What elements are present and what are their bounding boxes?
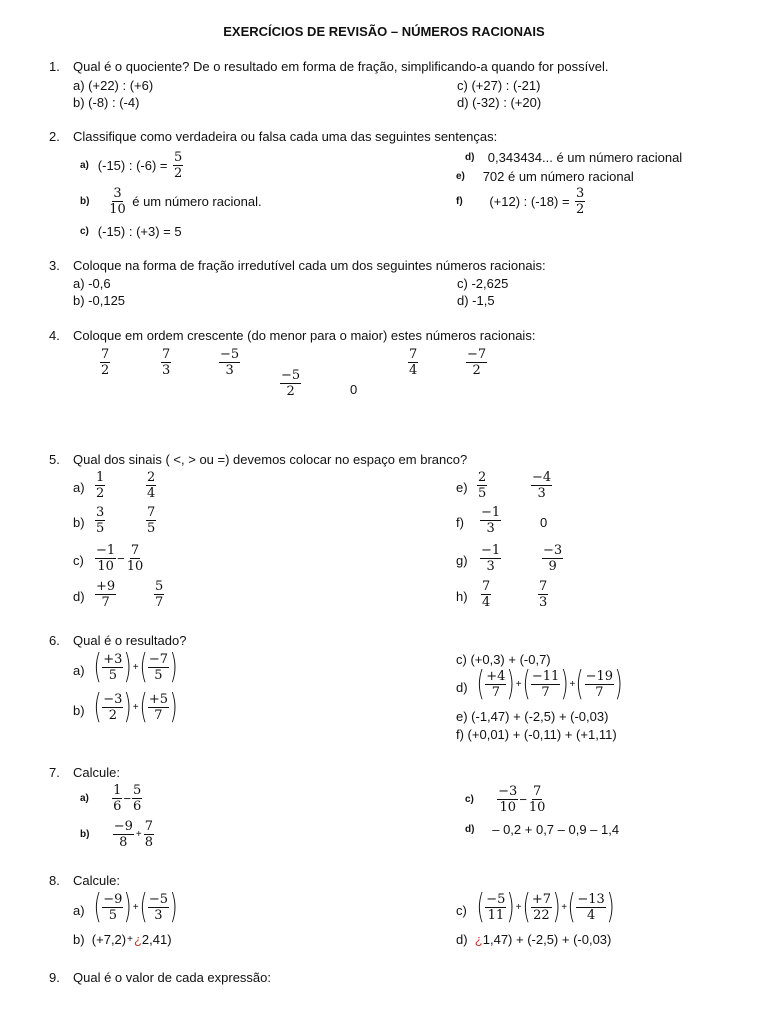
q8-item-d: d) ¿ 1,47) + (-2,5) + (-0,03): [456, 932, 612, 947]
q2-e-label: e): [456, 170, 465, 182]
q5-b-fraction-1: $\frac{3}{5}$: [96, 505, 105, 536]
q5-a-fraction-1: $\frac{1}{2}$: [96, 470, 105, 501]
q7-number: 7.: [49, 765, 60, 780]
q2-b-fraction: $\frac{3}{10}$: [109, 186, 126, 217]
q1-item-a: a) (+22) : (+6): [73, 78, 154, 93]
q1-item-c: c) (+27) : (-21): [457, 78, 541, 93]
q5-d-fraction-2: $\frac{5}{7}$: [155, 579, 164, 610]
q5-c-label: c): [73, 553, 84, 568]
q2-f-fraction: $\frac{3}{2}$: [576, 186, 585, 217]
q7-item-b: b) $\frac{-9}{8}$ + $\frac{7}{8}$: [80, 819, 153, 850]
q4-fraction-1: $\frac{7}{2}$: [101, 347, 110, 378]
q4-fraction-2: $\frac{7}{3}$: [162, 347, 171, 378]
q5-h-label: h): [456, 589, 468, 604]
q2-a-text: (-15) : (-6) =: [97, 158, 168, 173]
q2-f-text: (+12) : (-18) =: [489, 194, 570, 209]
q1-number: 1.: [49, 59, 60, 74]
q3-item-a: a) -0,6: [73, 276, 111, 291]
q6-b-expression: ( $\frac{-3}{2}$ ) + ( $\frac{+5}{7}$ ): [93, 687, 178, 727]
q2-item-d: [465, 148, 682, 166]
q2-c-label: c): [80, 225, 89, 237]
q6-text: Qual é o resultado?: [73, 633, 187, 648]
q2-d-text: 0,343434... é um número racional: [487, 149, 683, 165]
q7-item-d: d) – 0,2 + 0,7 – 0,9 – 1,4: [465, 821, 620, 837]
q4-fraction-4: $\frac{-5}{2}$: [281, 368, 301, 399]
q5-d-fraction-1: $\frac{+9}{7}$: [96, 579, 116, 610]
q5-h-fraction-2: $\frac{7}{3}$: [539, 579, 548, 610]
q7-item-c: c) $\frac{-3}{10}$ − $\frac{7}{10}$: [465, 784, 546, 815]
q8-c-label: c): [456, 903, 467, 918]
q6-item-f: f) (+0,01) + (-0,11) + (+1,11): [456, 727, 617, 742]
q5-e-fraction-1: $\frac{2}{5}$: [478, 470, 487, 501]
q6-b-label: b): [73, 703, 85, 718]
q3-item-c: c) -2,625: [457, 276, 509, 291]
q8-a-label: a): [73, 903, 85, 918]
q5-number: 5.: [49, 452, 60, 467]
q6-a-label: a): [73, 663, 85, 678]
q1-item-b: b) (-8) : (-4): [73, 95, 140, 110]
q5-a-label: a): [73, 480, 85, 495]
q5-h-fraction-1: $\frac{7}{4}$: [482, 579, 491, 610]
q1-text: Qual é o quociente? De o resultado em forma de fração, simplificando-a quando for possível.: [73, 59, 609, 74]
q5-g-fraction-1: $\frac{-1}{3}$: [481, 543, 501, 574]
q7-item-a: a) $\frac{1}{6}$ − $\frac{5}{6}$: [80, 783, 142, 814]
q8-c-expression: ( $\frac{-5}{11}$ ) + ( $\frac{+7}{22}$ ) + ( $\frac{-13}{4}$ ): [476, 887, 615, 927]
q4-fraction-5: $\frac{7}{4}$: [409, 347, 418, 378]
q9-text: Qual é o valor de cada expressão:: [73, 970, 272, 985]
q6-item-c: c) (+0,3) + (-0,7): [456, 652, 551, 667]
q2-a-label: a): [80, 160, 89, 171]
q4-fraction-3: $\frac{-5}{3}$: [220, 347, 240, 378]
q2-e-text: 702 é um número racional: [482, 168, 634, 184]
q6-d-label: d): [456, 680, 468, 695]
q3-item-b: b) -0,125: [73, 293, 126, 308]
q7-text: Calcule:: [73, 765, 120, 780]
q5-e-label: e): [456, 480, 468, 495]
q8-item-b: b) (+7,2) + ¿ 2,41): [73, 932, 172, 947]
q5-e-fraction-2: $\frac{-4}{3}$: [532, 470, 552, 501]
q2-item-e: [456, 167, 634, 185]
q3-number: 3.: [49, 258, 60, 273]
q2-b-text: é um número racional.: [132, 194, 262, 209]
q5-c-expression: $\frac{-1}{10}$ − $\frac{7}{10}$: [96, 543, 144, 574]
q1-item-d: d) (-32) : (+20): [457, 95, 542, 110]
q5-b-fraction-2: $\frac{7}{5}$: [147, 505, 156, 536]
q4-number: 4.: [49, 328, 60, 343]
q2-f-label: f): [456, 196, 463, 207]
q8-a-expression: ( $\frac{-9}{5}$ ) + ( $\frac{-5}{3}$ ): [93, 887, 178, 927]
q6-a-expression: ( $\frac{+3}{5}$ ) + ( $\frac{-7}{5}$ ): [93, 647, 178, 687]
q2-a-fraction: $\frac{5}{2}$: [173, 150, 183, 181]
page-title: EXERCÍCIOS DE REVISÃO – NÚMEROS RACIONAIS: [223, 24, 545, 39]
q3-item-d: d) -1,5: [457, 293, 495, 308]
q2-item-a: [80, 150, 184, 181]
q5-b-label: b): [73, 515, 85, 530]
q8-number: 8.: [49, 873, 60, 888]
q5-text: Qual dos sinais ( <, > ou =) devemos colocar no espaço em branco?: [73, 452, 468, 467]
q9-number: 9.: [49, 970, 60, 985]
q6-d-expression: ( $\frac{+4}{7}$ ) + ( $\frac{-11}{7}$ ) + ( $\frac{-19}{7}$ ): [476, 664, 623, 704]
q4-fraction-6: $\frac{-7}{2}$: [467, 347, 487, 378]
q2-c-text: (-15) : (+3) = 5: [97, 223, 182, 239]
q2-item-f: [456, 186, 586, 217]
q8-text: Calcule:: [73, 873, 120, 888]
q5-f-label: f): [456, 515, 464, 530]
q5-f-zero: 0: [540, 515, 548, 530]
q4-zero: 0: [350, 382, 358, 397]
q6-number: 6.: [49, 633, 60, 648]
q6-item-e: e) (-1,47) + (-2,5) + (-0,03): [456, 709, 609, 724]
q2-number: 2.: [49, 129, 60, 144]
q5-d-label: d): [73, 589, 85, 604]
q2-d-label: d): [465, 151, 475, 163]
q2-item-b: [80, 186, 262, 217]
q2-b-label: b): [80, 196, 90, 207]
q5-f-fraction-1: $\frac{-1}{3}$: [481, 505, 501, 536]
q3-text: Coloque na forma de fração irredutível cada um dos seguintes números racionais:: [73, 258, 546, 273]
q2-item-c: [80, 222, 182, 240]
q5-g-label: g): [456, 553, 468, 568]
q2-text: Classifique como verdadeira ou falsa cada uma das seguintes sentenças:: [73, 129, 498, 144]
q5-a-fraction-2: $\frac{2}{4}$: [147, 470, 156, 501]
q5-g-fraction-2: $\frac{-3}{9}$: [543, 543, 563, 574]
q4-text: Coloque em ordem crescente (do menor para o maior) estes números racionais:: [73, 328, 536, 343]
